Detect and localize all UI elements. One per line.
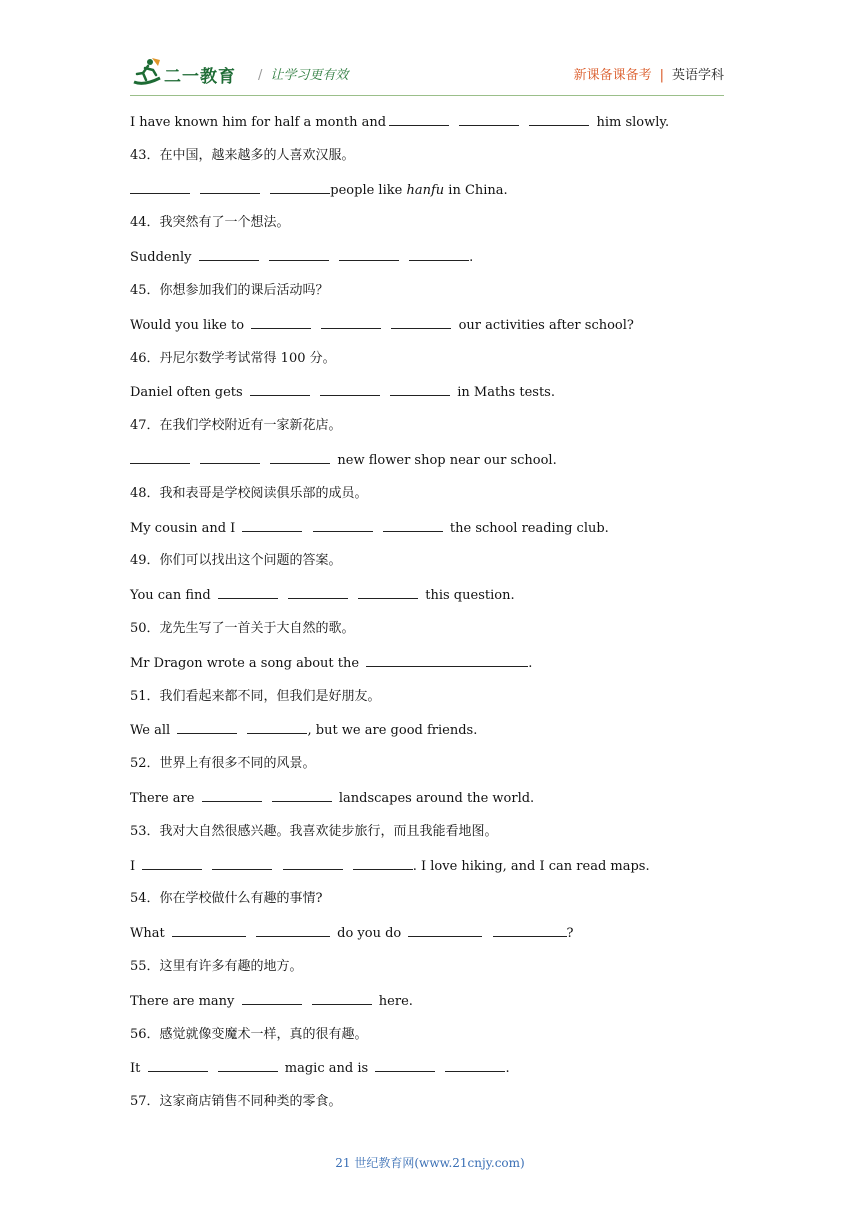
- answer-line: Mr Dragon wrote a song about the .: [130, 653, 730, 687]
- question-54: 54．你在学校做什么有趣的事情?: [130, 891, 323, 907]
- worksheet-content: [130, 112, 730, 1126]
- question-45: 45．你想参加我们的课后活动吗？: [130, 282, 329, 298]
- course-tag: 新课备课备考: [573, 68, 652, 83]
- question-43: 43．在中国，越来越多的人喜欢汉服。: [130, 147, 355, 163]
- answer-line: new flower shop near our school.: [130, 450, 730, 484]
- header-divider: [130, 95, 724, 96]
- answer-line: Would you like to our activities after school?: [130, 315, 730, 349]
- answer-line: There are landscapes around the world.: [130, 788, 730, 822]
- slogan: / 让学习更有效: [258, 68, 349, 83]
- answer-line: There are many here.: [130, 991, 730, 1025]
- answer-line: You can find this question.: [130, 585, 730, 619]
- question-50: 50．龙先生写了一首关于大自然的歌。: [130, 620, 355, 636]
- slogan-text: 让学习更有效: [270, 68, 349, 83]
- answer-line: people like hanfu in China.: [130, 180, 730, 214]
- subject-label: 英语学科: [671, 68, 724, 83]
- page-footer: 21 世纪教育网(www.21cnjy.com): [335, 1156, 525, 1170]
- question-47: 47．在我们学校附近有一家新花店。: [130, 418, 342, 434]
- page-header: [130, 56, 724, 92]
- logo: [130, 56, 240, 90]
- answer-line: I . I love hiking, and I can read maps.: [130, 856, 730, 890]
- subject-tag: [574, 64, 724, 83]
- question-57: 57．这家商店销售不同种类的零食。: [130, 1094, 342, 1110]
- logo-text: 二一教育: [164, 67, 236, 87]
- answer-line: Daniel often gets in Maths tests.: [130, 382, 730, 416]
- question-49: 49．你们可以找出这个问题的答案。: [130, 553, 342, 569]
- runner-icon: [130, 56, 164, 90]
- question-44: 44．我突然有了一个想法。: [130, 215, 290, 231]
- answer-line: We all , but we are good friends.: [130, 720, 730, 754]
- question-55: 55．这里有许多有趣的地方。: [130, 958, 303, 974]
- question-53: 53．我对大自然很感兴趣。我喜欢徒步旅行，而且我能看地图。: [130, 823, 498, 839]
- question-52: 52．世界上有很多不同的风景。: [130, 756, 316, 772]
- question-48: 48．我和表哥是学校阅读俱乐部的成员。: [130, 485, 368, 501]
- answer-line: What do you do ?: [130, 923, 730, 957]
- question-56: 56．感觉就像变魔术一样，真的很有趣。: [130, 1026, 368, 1042]
- answer-line: My cousin and I the school reading club.: [130, 518, 730, 552]
- answer-line: It magic and is .: [130, 1058, 730, 1092]
- answer-line: I have known him for half a month and him slowly.: [130, 112, 730, 146]
- tag-separator: |: [659, 68, 664, 83]
- question-51: 51．我们看起来都不同，但我们是好朋友。: [130, 688, 381, 704]
- answer-line: Suddenly .: [130, 247, 730, 281]
- question-46: 46．丹尼尔数学考试常得 100 分。: [130, 350, 336, 366]
